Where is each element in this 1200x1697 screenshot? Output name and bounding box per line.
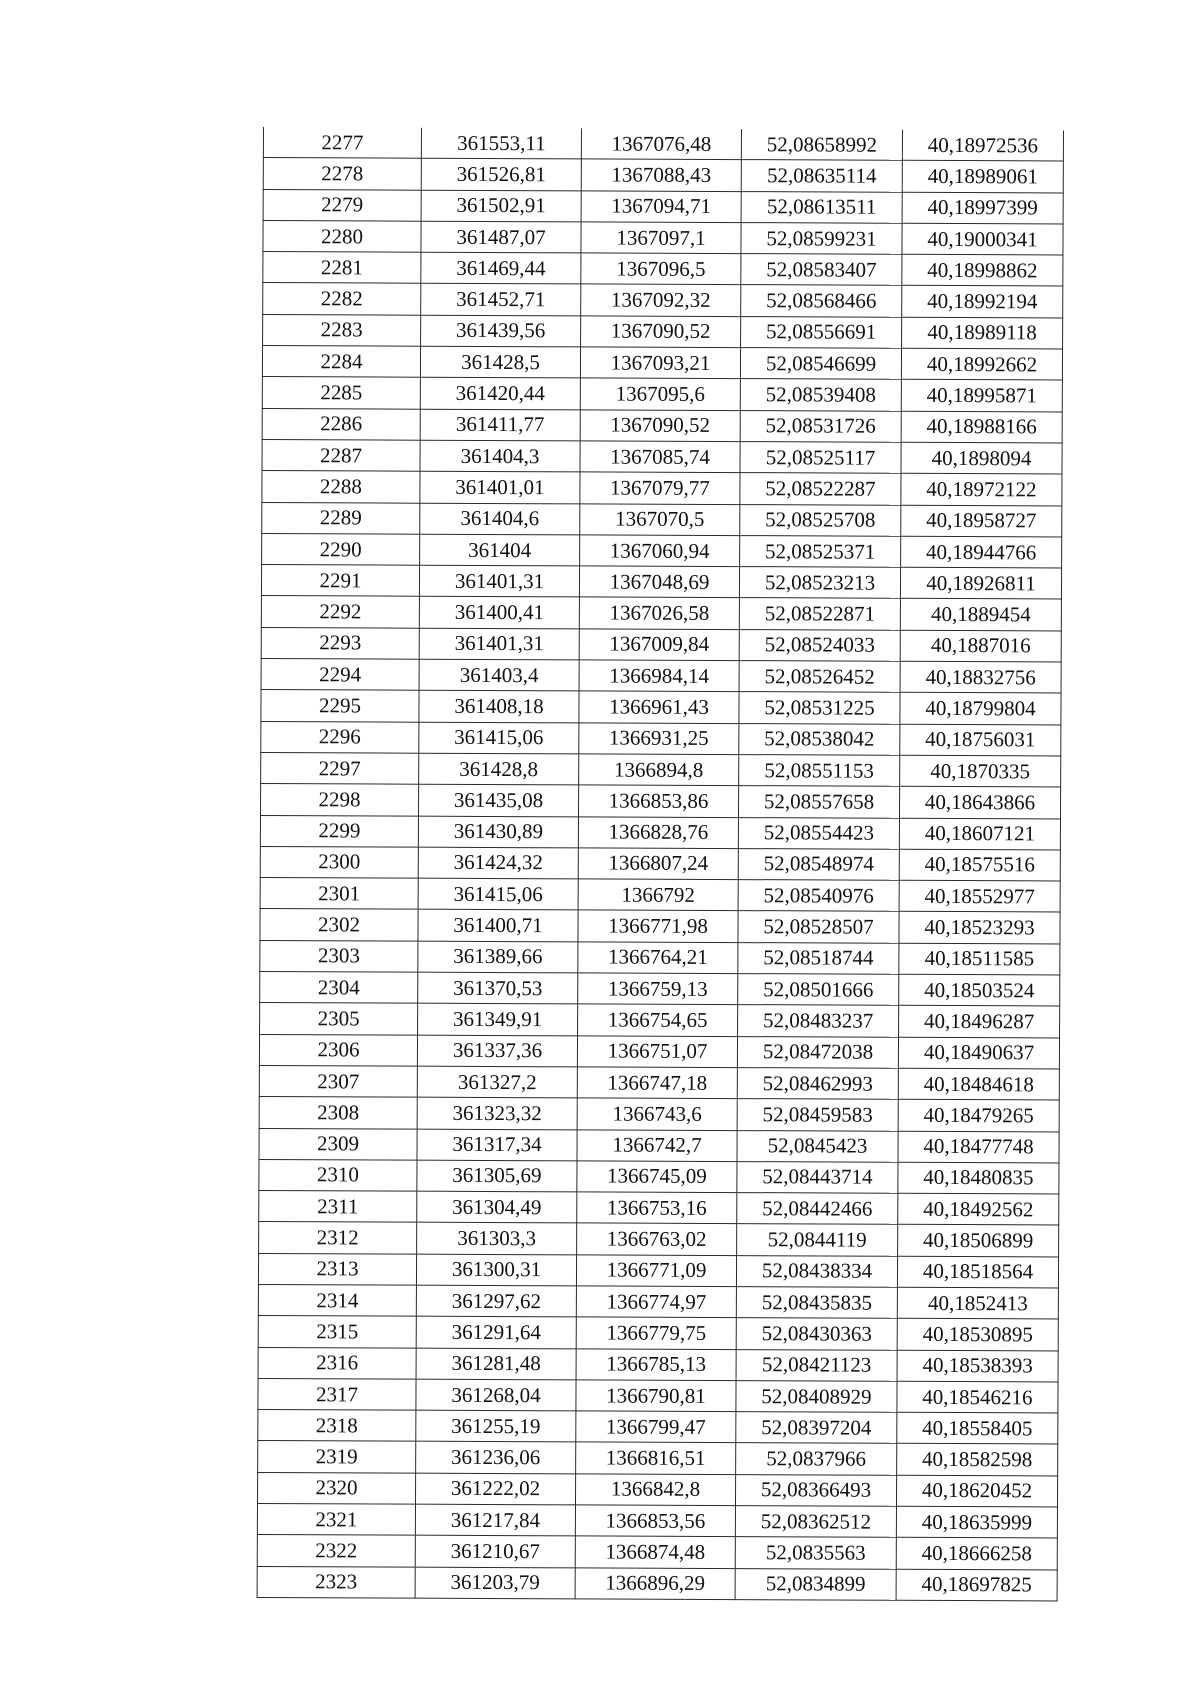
- x-coordinate-cell: 361404: [420, 534, 580, 566]
- y-coordinate-cell: 1366874,48: [575, 1536, 735, 1568]
- latitude-cell: 52,0834899: [735, 1568, 896, 1600]
- latitude-cell: 52,08472038: [737, 1036, 898, 1068]
- x-coordinate-cell: 361389,66: [418, 941, 578, 973]
- latitude-cell: 52,08442466: [737, 1193, 898, 1225]
- y-coordinate-cell: 1366785,13: [576, 1348, 736, 1380]
- x-coordinate-cell: 361203,79: [415, 1567, 575, 1599]
- latitude-cell: 52,08548974: [738, 848, 899, 880]
- point-number-cell: 2316: [258, 1347, 416, 1379]
- y-coordinate-cell: 1366779,75: [576, 1317, 736, 1349]
- table-row: [261, 659, 1061, 694]
- point-number-cell: 2289: [262, 502, 420, 534]
- table-row: [261, 690, 1061, 725]
- coordinates-table-body: [257, 127, 1063, 1601]
- longitude-cell: 40,18518564: [897, 1256, 1058, 1288]
- point-number-cell: 2315: [258, 1316, 416, 1348]
- longitude-cell: 40,18503524: [899, 974, 1060, 1006]
- table-row: [262, 533, 1062, 568]
- table-row: [262, 377, 1062, 412]
- longitude-cell: 40,18992662: [901, 348, 1062, 380]
- point-number-cell: 2300: [260, 846, 418, 878]
- x-coordinate-cell: 361337,36: [417, 1035, 577, 1067]
- point-number-cell: 2295: [261, 690, 419, 722]
- x-coordinate-cell: 361439,56: [421, 315, 581, 347]
- point-number-cell: 2317: [258, 1378, 416, 1410]
- longitude-cell: 40,18530895: [897, 1319, 1058, 1351]
- y-coordinate-cell: 1367070,5: [580, 503, 740, 535]
- x-coordinate-cell: 361370,53: [418, 972, 578, 1004]
- table-row: [260, 846, 1060, 881]
- latitude-cell: 52,08483237: [738, 1005, 899, 1037]
- x-coordinate-cell: 361305,69: [417, 1160, 577, 1192]
- x-coordinate-cell: 361304,49: [417, 1191, 577, 1223]
- table-row: [261, 752, 1061, 787]
- table-row: [258, 1410, 1058, 1445]
- table-row: [263, 283, 1063, 318]
- y-coordinate-cell: 1366745,09: [577, 1161, 737, 1193]
- y-coordinate-cell: 1367094,71: [581, 190, 741, 222]
- latitude-cell: 52,08658992: [741, 129, 902, 160]
- point-number-cell: 2292: [261, 596, 419, 628]
- latitude-cell: 52,08524033: [739, 629, 900, 661]
- point-number-cell: 2279: [263, 189, 421, 221]
- longitude-cell: 40,18582598: [897, 1444, 1058, 1476]
- point-number-cell: 2306: [259, 1034, 417, 1066]
- latitude-cell: 52,08459583: [737, 1099, 898, 1131]
- x-coordinate-cell: 361403,4: [419, 659, 579, 691]
- x-coordinate-cell: 361400,71: [418, 910, 578, 942]
- y-coordinate-cell: 1367026,58: [579, 597, 739, 629]
- longitude-cell: 40,18926811: [900, 567, 1061, 599]
- latitude-cell: 52,08522871: [739, 598, 900, 630]
- x-coordinate-cell: 361297,62: [416, 1285, 576, 1317]
- point-number-cell: 2314: [258, 1284, 416, 1316]
- longitude-cell: 40,18958727: [901, 505, 1062, 537]
- point-number-cell: 2293: [261, 627, 419, 659]
- latitude-cell: 52,08635114: [741, 160, 902, 192]
- point-number-cell: 2286: [262, 408, 420, 440]
- longitude-cell: 40,18992194: [902, 286, 1063, 318]
- y-coordinate-cell: 1366771,98: [578, 910, 738, 942]
- table-row: [263, 158, 1063, 193]
- point-number-cell: 2303: [260, 940, 418, 972]
- table-row: [259, 1159, 1059, 1194]
- x-coordinate-cell: 361300,31: [416, 1254, 576, 1286]
- latitude-cell: 52,08528507: [738, 911, 899, 943]
- table-row: [257, 1566, 1057, 1601]
- x-coordinate-cell: 361469,44: [421, 252, 581, 284]
- point-number-cell: 2311: [259, 1191, 417, 1223]
- table-row: [262, 502, 1062, 537]
- latitude-cell: 52,08525371: [740, 535, 901, 567]
- x-coordinate-cell: 361420,44: [420, 378, 580, 410]
- longitude-cell: 40,1889454: [900, 599, 1061, 631]
- x-coordinate-cell: 361401,01: [420, 471, 580, 503]
- longitude-cell: 40,18523293: [899, 912, 1060, 944]
- latitude-cell: 52,08554423: [738, 817, 899, 849]
- x-coordinate-cell: 361404,6: [420, 503, 580, 535]
- latitude-cell: 52,08462993: [737, 1067, 898, 1099]
- x-coordinate-cell: 361452,71: [421, 284, 581, 316]
- y-coordinate-cell: 1366771,09: [576, 1255, 736, 1287]
- table-row: [263, 220, 1063, 255]
- latitude-cell: 52,08438334: [736, 1255, 897, 1287]
- longitude-cell: 40,18972122: [901, 474, 1062, 506]
- point-number-cell: 2282: [263, 283, 421, 315]
- y-coordinate-cell: 1366961,43: [579, 691, 739, 723]
- x-coordinate-cell: 361268,04: [416, 1379, 576, 1411]
- point-number-cell: 2322: [257, 1535, 415, 1567]
- longitude-cell: 40,18635999: [896, 1506, 1057, 1538]
- latitude-cell: 52,08525117: [740, 442, 901, 474]
- x-coordinate-cell: 361210,67: [415, 1536, 575, 1568]
- x-coordinate-cell: 361404,3: [420, 440, 580, 472]
- latitude-cell: 52,0845423: [737, 1130, 898, 1162]
- y-coordinate-cell: 1367095,6: [580, 378, 740, 410]
- y-coordinate-cell: 1366753,16: [577, 1192, 737, 1224]
- y-coordinate-cell: 1366743,6: [577, 1098, 737, 1130]
- table-row: [261, 596, 1061, 631]
- point-number-cell: 2319: [258, 1441, 416, 1473]
- table-row: [260, 940, 1060, 975]
- longitude-cell: 40,18511585: [899, 943, 1060, 975]
- longitude-cell: 40,1852413: [897, 1287, 1058, 1319]
- x-coordinate-cell: 361291,64: [416, 1316, 576, 1348]
- point-number-cell: 2313: [258, 1253, 416, 1285]
- latitude-cell: 52,08526452: [739, 661, 900, 693]
- x-coordinate-cell: 361323,32: [417, 1097, 577, 1129]
- latitude-cell: 52,08599231: [741, 222, 902, 254]
- table-row: [259, 1065, 1059, 1100]
- table-row: [259, 1222, 1059, 1257]
- table-row: [260, 1003, 1060, 1038]
- latitude-cell: 52,08531225: [739, 692, 900, 724]
- point-number-cell: 2320: [257, 1472, 415, 1504]
- x-coordinate-cell: 361428,8: [419, 753, 579, 785]
- table-row: [260, 784, 1060, 819]
- x-coordinate-cell: 361303,3: [417, 1223, 577, 1255]
- longitude-cell: 40,18620452: [896, 1475, 1057, 1507]
- latitude-cell: 52,08366493: [735, 1474, 896, 1506]
- table-row: [261, 565, 1061, 600]
- latitude-cell: 52,08556691: [741, 316, 902, 348]
- longitude-cell: 40,18697825: [896, 1569, 1057, 1601]
- longitude-cell: 40,18944766: [901, 536, 1062, 568]
- table-row: [257, 1472, 1057, 1507]
- longitude-cell: 40,18998862: [902, 254, 1063, 286]
- longitude-cell: 40,1887016: [900, 630, 1061, 662]
- point-number-cell: 2302: [260, 909, 418, 941]
- longitude-cell: 40,18558405: [897, 1412, 1058, 1444]
- x-coordinate-cell: 361428,5: [420, 346, 580, 378]
- longitude-cell: 40,18490637: [898, 1037, 1059, 1069]
- latitude-cell: 52,08613511: [741, 191, 902, 223]
- longitude-cell: 40,18546216: [897, 1381, 1058, 1413]
- longitude-cell: 40,18799804: [900, 693, 1061, 725]
- point-number-cell: 2299: [260, 815, 418, 847]
- longitude-cell: 40,18484618: [898, 1068, 1059, 1100]
- point-number-cell: 2281: [263, 252, 421, 284]
- point-number-cell: 2277: [263, 127, 421, 158]
- latitude-cell: 52,08522287: [740, 473, 901, 505]
- y-coordinate-cell: 1366896,29: [575, 1568, 735, 1600]
- latitude-cell: 52,08568466: [741, 285, 902, 317]
- longitude-cell: 40,18989118: [902, 317, 1063, 349]
- y-coordinate-cell: 1366853,86: [578, 785, 738, 817]
- y-coordinate-cell: 1367048,69: [579, 566, 739, 598]
- y-coordinate-cell: 1366984,14: [579, 660, 739, 692]
- latitude-cell: 52,08540976: [738, 880, 899, 912]
- table-row: [262, 471, 1062, 506]
- y-coordinate-cell: 1366763,02: [577, 1223, 737, 1255]
- point-number-cell: 2308: [259, 1097, 417, 1129]
- y-coordinate-cell: 1366774,97: [576, 1286, 736, 1318]
- y-coordinate-cell: 1366894,8: [579, 754, 739, 786]
- y-coordinate-cell: 1366828,76: [578, 816, 738, 848]
- table-row: [258, 1378, 1058, 1413]
- longitude-cell: 40,18995871: [901, 380, 1062, 412]
- point-number-cell: 2307: [259, 1065, 417, 1097]
- table-row: [260, 878, 1060, 913]
- y-coordinate-cell: 1366816,51: [576, 1442, 736, 1474]
- longitude-cell: 40,19000341: [902, 223, 1063, 255]
- table-row: [257, 1535, 1057, 1570]
- longitude-cell: 40,18643866: [899, 787, 1060, 819]
- latitude-cell: 52,08523213: [739, 567, 900, 599]
- point-number-cell: 2312: [259, 1222, 417, 1254]
- longitude-cell: 40,18575516: [899, 849, 1060, 881]
- latitude-cell: 52,08421123: [736, 1349, 897, 1381]
- x-coordinate-cell: 361255,19: [416, 1410, 576, 1442]
- y-coordinate-cell: 1367090,52: [580, 410, 740, 442]
- longitude-cell: 40,18506899: [898, 1225, 1059, 1257]
- point-number-cell: 2291: [261, 565, 419, 597]
- y-coordinate-cell: 1366792: [578, 879, 738, 911]
- y-coordinate-cell: 1367097,1: [581, 222, 741, 254]
- y-coordinate-cell: 1366742,7: [577, 1129, 737, 1161]
- latitude-cell: 52,08408929: [736, 1380, 897, 1412]
- point-number-cell: 2287: [262, 439, 420, 471]
- point-number-cell: 2288: [262, 471, 420, 503]
- y-coordinate-cell: 1367092,32: [581, 284, 741, 316]
- latitude-cell: 52,0844119: [737, 1224, 898, 1256]
- table-row: [260, 972, 1060, 1007]
- table-row: [258, 1316, 1058, 1351]
- x-coordinate-cell: 361408,18: [419, 691, 579, 723]
- point-number-cell: 2305: [260, 1003, 418, 1035]
- x-coordinate-cell: 361502,91: [421, 190, 581, 222]
- table-row: [261, 627, 1061, 662]
- latitude-cell: 52,08362512: [735, 1506, 896, 1538]
- y-coordinate-cell: 1367088,43: [581, 159, 741, 191]
- table-row: [263, 189, 1063, 224]
- longitude-cell: 40,18538393: [897, 1350, 1058, 1382]
- x-coordinate-cell: 361553,11: [421, 128, 581, 159]
- x-coordinate-cell: 361415,06: [418, 878, 578, 910]
- point-number-cell: 2296: [261, 721, 419, 753]
- point-number-cell: 2290: [262, 533, 420, 565]
- x-coordinate-cell: 361317,34: [417, 1129, 577, 1161]
- point-number-cell: 2285: [262, 377, 420, 409]
- point-number-cell: 2284: [262, 346, 420, 378]
- table-row: [257, 1504, 1057, 1539]
- latitude-cell: 52,08397204: [736, 1412, 897, 1444]
- latitude-cell: 52,08583407: [741, 254, 902, 286]
- longitude-cell: 40,18480835: [898, 1162, 1059, 1194]
- point-number-cell: 2297: [261, 752, 419, 784]
- table-row: [263, 127, 1063, 161]
- table-row: [258, 1441, 1058, 1476]
- table-row: [258, 1284, 1058, 1319]
- latitude-cell: 52,08435835: [736, 1287, 897, 1319]
- y-coordinate-cell: 1366747,18: [577, 1067, 737, 1099]
- y-coordinate-cell: 1367009,84: [579, 629, 739, 661]
- longitude-cell: 40,18492562: [898, 1193, 1059, 1225]
- longitude-cell: 40,18997399: [902, 192, 1063, 224]
- table-row: [260, 815, 1060, 850]
- point-number-cell: 2323: [257, 1566, 415, 1598]
- longitude-cell: 40,18756031: [900, 724, 1061, 756]
- y-coordinate-cell: 1366764,21: [578, 942, 738, 974]
- latitude-cell: 52,08518744: [738, 942, 899, 974]
- y-coordinate-cell: 1366799,47: [576, 1411, 736, 1443]
- x-coordinate-cell: 361411,77: [420, 409, 580, 441]
- latitude-cell: 52,08539408: [740, 379, 901, 411]
- y-coordinate-cell: 1367090,52: [581, 316, 741, 348]
- longitude-cell: 40,1898094: [901, 442, 1062, 474]
- table-row: [263, 314, 1063, 349]
- table-row: [258, 1347, 1058, 1382]
- x-coordinate-cell: 361435,08: [418, 784, 578, 816]
- latitude-cell: 52,08501666: [738, 974, 899, 1006]
- longitude-cell: 40,18989061: [902, 161, 1063, 193]
- point-number-cell: 2309: [259, 1128, 417, 1160]
- longitude-cell: 40,18552977: [899, 880, 1060, 912]
- latitude-cell: 52,08430363: [736, 1318, 897, 1350]
- x-coordinate-cell: 361424,32: [418, 847, 578, 879]
- table-row: [262, 439, 1062, 474]
- longitude-cell: 40,1870335: [900, 755, 1061, 787]
- point-number-cell: 2283: [263, 314, 421, 346]
- coordinates-table: [257, 127, 1064, 1601]
- y-coordinate-cell: 1366754,65: [578, 1004, 738, 1036]
- table-row: [258, 1253, 1058, 1288]
- y-coordinate-cell: 1367093,21: [580, 347, 740, 379]
- x-coordinate-cell: 361430,89: [418, 816, 578, 848]
- y-coordinate-cell: 1366931,25: [579, 723, 739, 755]
- y-coordinate-cell: 1366853,56: [575, 1505, 735, 1537]
- y-coordinate-cell: 1366759,13: [578, 973, 738, 1005]
- x-coordinate-cell: 361415,06: [419, 722, 579, 754]
- table-row: [259, 1191, 1059, 1226]
- x-coordinate-cell: 361222,02: [415, 1473, 575, 1505]
- latitude-cell: 52,08551153: [739, 755, 900, 787]
- x-coordinate-cell: 361401,31: [419, 565, 579, 597]
- point-number-cell: 2294: [261, 659, 419, 691]
- longitude-cell: 40,18477748: [898, 1131, 1059, 1163]
- longitude-cell: 40,18496287: [899, 1006, 1060, 1038]
- y-coordinate-cell: 1366751,07: [577, 1035, 737, 1067]
- table-row: [262, 408, 1062, 443]
- y-coordinate-cell: 1367076,48: [581, 128, 741, 159]
- point-number-cell: 2318: [258, 1410, 416, 1442]
- y-coordinate-cell: 1366842,8: [575, 1474, 735, 1506]
- y-coordinate-cell: 1367079,77: [580, 472, 740, 504]
- y-coordinate-cell: 1367085,74: [580, 441, 740, 473]
- point-number-cell: 2280: [263, 220, 421, 252]
- point-number-cell: 2310: [259, 1159, 417, 1191]
- longitude-cell: 40,18832756: [900, 661, 1061, 693]
- y-coordinate-cell: 1367096,5: [581, 253, 741, 285]
- x-coordinate-cell: 361217,84: [415, 1504, 575, 1536]
- point-number-cell: 2304: [260, 972, 418, 1004]
- x-coordinate-cell: 361349,91: [418, 1003, 578, 1035]
- point-number-cell: 2278: [263, 158, 421, 190]
- y-coordinate-cell: 1366790,81: [576, 1380, 736, 1412]
- y-coordinate-cell: 1366807,24: [578, 848, 738, 880]
- x-coordinate-cell: 361401,31: [419, 628, 579, 660]
- latitude-cell: 52,08443714: [737, 1161, 898, 1193]
- latitude-cell: 52,08538042: [739, 723, 900, 755]
- y-coordinate-cell: 1367060,94: [580, 535, 740, 567]
- longitude-cell: 40,18972536: [902, 130, 1063, 161]
- point-number-cell: 2321: [257, 1504, 415, 1536]
- x-coordinate-cell: 361327,2: [417, 1066, 577, 1098]
- table-row: [261, 721, 1061, 756]
- latitude-cell: 52,08531726: [740, 410, 901, 442]
- point-number-cell: 2298: [260, 784, 418, 816]
- latitude-cell: 52,0837966: [736, 1443, 897, 1475]
- point-number-cell: 2301: [260, 878, 418, 910]
- table-row: [262, 346, 1062, 381]
- latitude-cell: 52,08525708: [740, 504, 901, 536]
- latitude-cell: 52,0835563: [735, 1537, 896, 1569]
- table-row: [259, 1097, 1059, 1132]
- x-coordinate-cell: 361526,81: [421, 158, 581, 190]
- table-row: [259, 1034, 1059, 1069]
- latitude-cell: 52,08546699: [740, 348, 901, 380]
- x-coordinate-cell: 361487,07: [421, 221, 581, 253]
- x-coordinate-cell: 361236,06: [416, 1442, 576, 1474]
- longitude-cell: 40,18666258: [896, 1538, 1057, 1570]
- table-row: [263, 252, 1063, 287]
- latitude-cell: 52,08557658: [738, 786, 899, 818]
- table-row: [259, 1128, 1059, 1163]
- longitude-cell: 40,18479265: [898, 1099, 1059, 1131]
- longitude-cell: 40,18988166: [901, 411, 1062, 443]
- x-coordinate-cell: 361400,41: [419, 597, 579, 629]
- longitude-cell: 40,18607121: [899, 818, 1060, 850]
- x-coordinate-cell: 361281,48: [416, 1348, 576, 1380]
- table-row: [260, 909, 1060, 944]
